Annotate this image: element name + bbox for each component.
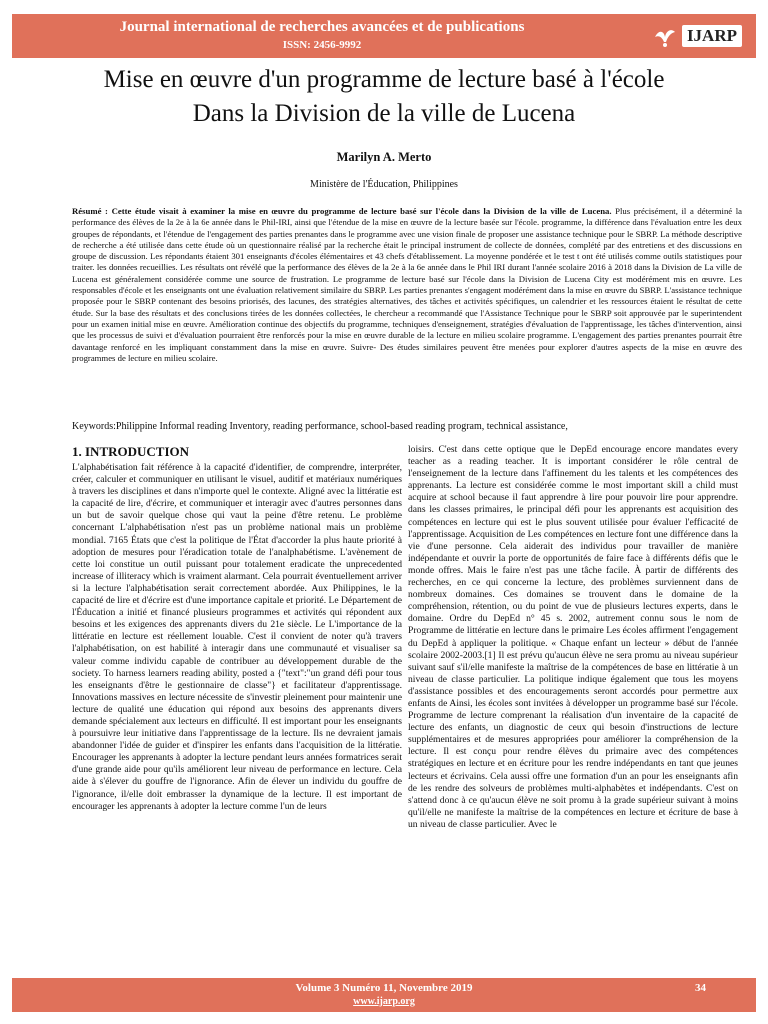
journal-logo (652, 23, 742, 49)
right-column (408, 444, 738, 960)
journal-header-bar (12, 14, 756, 58)
right-column-text: loisirs. C'est dans cette optique que le DepEd encourage encore mandates every teacher as a reading teacher. It is important considérer le rôle central de l'enseignement de la lecture dans l'affinement du les talents et les compétences des apprenants. La lecture est considérée comme le most important skill a child must acquire at school because il faut apprendre à lire pour pouvoir lire pour apprendre. dans les classes primaires, le principal défi pour les apprenants est acquisition des compétences en lecture qui est le plus souvent utilisée pour évaluer l'efficacité de l'apprentissage. Acquisition de Les compétences en lecture font une différence dans la vie d'une personne. Cela aiderait des individus pour travailler de manière indépendante et ouvrir la porte de opportunités de faire face à différents défis que le monde offres. Mais le faire n'est pas une tâche facile. À partir de différents des recherches, en ce qui concerne la lecture, des problèmes surviennent dans de nombreux domaines. Ces domaines se trouvent dans le domaine de la compréhension, rétention, ou du point de vue de plusieurs lectures experts, dans le domaine. Ordre du DepEd n° 45 s. 2002, autrement connu sous le nom de Programme de littératie en lecture dans le primaire Les écoles affirment l'engagement du DepEd à appliquer la politique. « Chaque enfant un lecteur » début de l'année scolaire 2002-2003.[1] Il est prévu qu'aucun élève ne sera promu au niveau supérieur suivant sauf s'il/elle manifeste la maîtrise de la compétences de base en littératie à un niveau de classe particulier. La politique indique également que tous les moyens d'assistance possibles et des encouragements seront accordés pour permettre aux enfants de Ainsi, les écoles sont invitées à développer un programme basé sur l'école. Programme de lecture comprenant la réalisation d'un inventaire de la capacité de lecture des enfants, un diagnostic de ceux qui besoin d'instructions de lecture supplémentaires et de mesures appropriées pour améliorer la compréhension de la lecture. Il est conçu pour rendre élèves du primaire avec des compétences stratégiques en lecture et en écriture pour les rendre indépendants en tant que jeunes lecteurs et écrivains. Cela aussi offre une formation d'un an pour les enseignants afin de les rendre des solveurs de problèmes multi-alphabètes et indépendants. C'est on s'attend donc à ce qu'aucun élève ne soit promu à la grade supérieur suivant à moins qu'il/elle ne manifeste la maîtrise de la compétences en lecture et écriture de base à un niveau de classe particulier. Avec le (408, 444, 738, 830)
keywords: Keywords:Philippine Informal reading Inventory, reading performance, school-based reading program, technical assistance, (72, 421, 568, 432)
abstract-lead: Cette étude visait à examiner la mise en œuvre du programme de lecture basé sur l'école dans la Division de la ville de Lucena. (111, 206, 612, 216)
page-number: 34 (695, 982, 706, 994)
bird-emblem-icon (652, 23, 678, 49)
abstract-label: Résumé : (72, 206, 108, 216)
article-title-line2: Dans la Division de la ville de Lucena (192, 100, 576, 127)
left-column (72, 444, 402, 960)
logo-wordmark: IJARP (682, 25, 742, 47)
article-title-line1: Mise en œuvre d'un programme de lecture basé à l'école (103, 66, 665, 93)
journal-title: Journal international de recherches avancées et de publications (119, 19, 525, 35)
left-column-text: L'alphabétisation fait référence à la capacité d'identifier, de comprendre, interpréter, créer, calculer et communiquer en utilisant le visuel, auditif et matériaux numériques à travers les disciplines et dans n'importe quel le contexte. Aligné avec la littératie est la capacité de lire, d'écrire, et communiquer et interagir avec d'autres personnes dans un but de savoir quelque chose qui vaut la peine d'être retenu. Le problème concernant L'alphabétisation n'est pas un problème national mais un problème mondial. 7165 États que c'est la politique de l'État d'accorder la plus haute priorité à adoption de mesures pour l'éradication totale de l'analphabétisme. L'avènement de cette loi constitue un outil puissant pour totalement eradicate the unprecedented increase of illiteracy which is vraiment alarmant. Cela pourrait éventuellement arriver si la lecture l'alphabétisation serait correctement abordée. Aux Philippines, le la capacité de lire et d'écrire est d'une importance capitale et priorité. Le Département de l'Éducation a initié et financé plusieurs programmes et activités qui répondent aux besoins et les exigences des apprenants divers du 21e siècle. Le L'importance de la littératie en lecture est réellement louable. C'est il convient de noter qu'à travers l'alphabétisation, on est habilité à interagir dans une communauté et visualiser sa valeur comme individu capable de contribuer au développement durable de the society. To harness learners reading ability, posted a {"text":"un grand défi pour tous les enseignants d'être le gestionnaire de classe"} et facilitateur d'apprentissage. Innovations massives en lecture nécessite de s'investir pleinement pour maintenir une lecture de qualité une éducation qui répond aux besoins des apprenants divers demande spécialement aux lecteurs en difficulté. Il est important pour les enseignants à poursuivre leur initiative dans l'apprentissage de la lecture. Ils ne devraient jamais abandonner l'idée de guider et d'inspirer les enfants dans l'acquisition de la littératie. Encourager les apprenants à adopter la lecture pendant leurs années formatrices serait d'une grande aide pour qu'ils améliorent leur niveau de performance en lecture. Cela aide à s'élever du gouffre de l'ignorance. Afin de élever un individu du gouffre de l'ignorance, il/elle doit embrasser la dynamique de la lecture. Il est important de encourager les apprenants à adopter la lecture comme l'un de leurs (72, 462, 402, 812)
volume-info: Volume 3 Numéro 11, Novembre 2019 (295, 982, 473, 994)
journal-footer-bar (12, 978, 756, 1012)
journal-website-link[interactable]: www.ijarp.org (353, 996, 415, 1007)
issn-label: ISSN: 2456-9992 (282, 39, 362, 51)
section-heading-introduction: 1. INTRODUCTION (72, 444, 190, 459)
author-name: Marilyn A. Merto (336, 150, 432, 164)
author-affiliation: Ministère de l'Éducation, Philippines (310, 179, 458, 190)
abstract (72, 206, 742, 364)
abstract-body: Plus précisément, il a déterminé la performance des élèves de la 2e à la 6e année dans le Phil-IRI, ainsi que l'étendue de la mise en œuvre de la lecture basée sur l'école. programme, la différence dans l'évaluation entre les deux groupes de répondants, et l'étendue de l'engagement des parties prenantes dans le programme avec une vision finale de proposer une assistance technique pour le SBRP. La méthode descriptive de recherche a été utilisée dans cette étude où un questionnaire réalisé par la recherche était le principal instrument de collecte de données, complété par des entretiens et des discussions en groupe de discussion. Les répondants étaient 301 enseignants d'écoles élémentaires et 43 chefs d'établissement. La moyenne pondérée et le test t ont été utilisés comme outils statistiques pour traiter. les données recueillies. Les résultats ont révélé que la performance des élèves de la 2e à la 6e année dans le Phil IRI durant l'année scolaire 2016 à 2018 dans la Division de La ville de Lucena est généralement considérée comme une source de frustration. Le programme de lecture basé sur l'école dans la Division de Lucena City est modérément mis en œuvre. Les responsables d'école et les enseignants ont une évaluation relativement similaire du SBRP. Les parties prenantes s'engagent modérément dans la mise en œuvre du SBRP. L'assistance technique proposée pour le SBRP contenant des besoins priorisés, des lacunes, des stratégies alternatives, des tâches et activités spécifiques, un calendrier et les ressources étaient le résultat de cette étude. Sur la base des résultats et des conclusions tirées de les données collectées, le chercheur a recommandé que l'Assistance Technique pour le SBRP soit approuvée par le superintendent pour un examen initial mise en œuvre. Amélioration continue des objectifs du programme, techniques d'enseignement, stratégies d'évaluation de l'apprentissage, les tâches d'intervention, ainsi que les processus de suivi et d'évaluation pourraient être renforcés pour la mise en œuvre durable de la lecture en milieu scolaire programme. L'engagement des parties prenantes pourrait être davantage renforcé en les impliquant constamment dans la mise en œuvre. Suivre- Des études similaires peuvent être menées pour explorer d'autres aspects de la mise en œuvre des programmes de lecture en milieu scolaire. (72, 206, 743, 363)
